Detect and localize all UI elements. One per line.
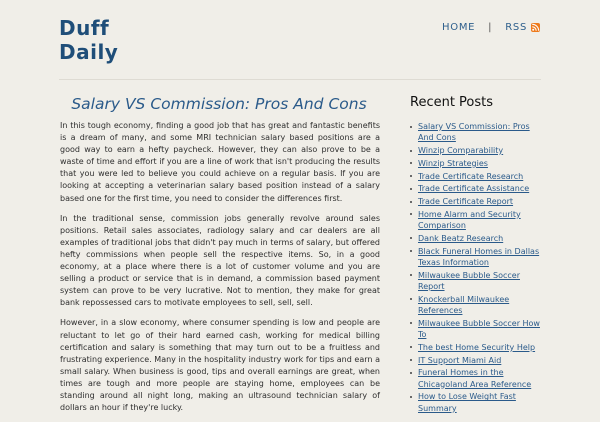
list-item xyxy=(410,145,542,156)
recent-post-link[interactable]: Winzip Comparability xyxy=(418,146,504,155)
sidebar xyxy=(410,94,542,415)
list-item xyxy=(410,209,542,231)
post-body xyxy=(60,120,380,422)
recent-posts-list xyxy=(410,121,542,414)
recent-post-link[interactable]: The best Home Security Help xyxy=(418,342,536,352)
site-title-line2[interactable]: Daily xyxy=(59,40,119,64)
list-item xyxy=(410,367,542,389)
recent-post-link[interactable]: Funeral Homes in the Chicagoland Area Reference xyxy=(418,368,532,389)
list-item xyxy=(410,294,542,316)
recent-post-link[interactable]: Milwaukee Bubble Soccer How To xyxy=(418,318,540,339)
list-item xyxy=(410,183,542,194)
recent-post-link[interactable]: IT Support Miami Aid xyxy=(418,355,502,365)
site-title[interactable] xyxy=(59,16,118,64)
list-item xyxy=(410,270,542,292)
recent-post-link[interactable]: Black Funeral Homes in Dallas Texas Information xyxy=(418,246,540,267)
list-item xyxy=(410,121,542,143)
nav-home-link[interactable]: HOME xyxy=(442,22,476,33)
list-item xyxy=(410,196,542,207)
list-item xyxy=(410,171,542,182)
nav-rss-link[interactable] xyxy=(505,22,540,33)
list-item xyxy=(410,158,542,169)
list-item xyxy=(410,355,542,366)
rss-icon[interactable] xyxy=(531,23,540,32)
nav-separator: | xyxy=(488,22,493,33)
post-paragraph: In this tough economy, finding a good job that has great and fantastic benefits is a dream of many, and some MRI technician salary based positions are a good way to earn a hefty paycheck. However, they can also prove to be a waste of time and effort if you are a line of work that isn't producing the results that you were led to believe you could achieve on a regular basis. If you are looking at accepting a veterinarian salary based position instead of a salary based one for the first time, you need to consider the differences first. xyxy=(60,121,380,203)
recent-post-link[interactable]: Milwaukee Bubble Soccer Report xyxy=(418,270,520,291)
recent-post-link[interactable]: Trade Certificate Assistance xyxy=(418,184,530,194)
recent-post-link[interactable]: Home Alarm and Security Comparison xyxy=(418,209,521,231)
recent-post-link[interactable]: Knockerball Milwaukee References xyxy=(418,294,510,315)
recent-posts-heading: Recent Posts xyxy=(410,95,494,110)
recent-post-link[interactable]: Salary VS Commission: Pros And Cons xyxy=(418,122,530,143)
recent-post-link[interactable]: Dank Beatz Research xyxy=(418,233,504,243)
recent-post-link[interactable]: Winzip Strategies xyxy=(418,158,488,168)
list-item xyxy=(410,318,542,340)
list-item xyxy=(410,391,542,413)
recent-post-link[interactable]: Trade Certificate Report xyxy=(418,197,514,207)
recent-post-link[interactable]: How to Lose Weight Fast Summary xyxy=(418,392,516,413)
header-divider xyxy=(59,79,541,80)
nav-rss-label[interactable]: RSS xyxy=(505,22,527,33)
top-nav xyxy=(442,22,540,33)
site-title-line1[interactable]: Duff xyxy=(59,16,110,40)
list-item xyxy=(410,246,542,268)
post-paragraph: In the traditional sense, commission jobs generally revolve around sales positions. Retail sales associates, radiology salary and car dealers are all examples of traditional jobs that didn't pay much in terms of salary, but offered hefty commissions when people sell the respective items. So, in a good economy, at a place where there is a lot of customer volume and you are selling a product or service that is in demand, a commission based payment system can prove to be very lucrative. Not to mention, they make for great bank repossessed cars to motivate employees to sell, sell, sell. xyxy=(60,213,380,308)
list-item xyxy=(410,342,542,353)
list-item xyxy=(410,233,542,244)
post-title[interactable]: Salary VS Commission: Pros And Cons xyxy=(71,95,367,113)
recent-post-link[interactable]: Trade Certificate Research xyxy=(418,171,524,181)
post-paragraph: However, in a slow economy, where consumer spending is low and people are reluctant to let go of their hard earned cash, working for medical billing certification and salary is something that may turn out to be a fruitless and frustrating experience. Many in the hospitality industry work for tips and earn a small salary. When business is good, tips and overall earnings are great, when times are tough and more people are staying home, employees can be standing around all night long, making an ultrasound technician salary of dollars an hour if they're lucky. xyxy=(60,318,380,413)
